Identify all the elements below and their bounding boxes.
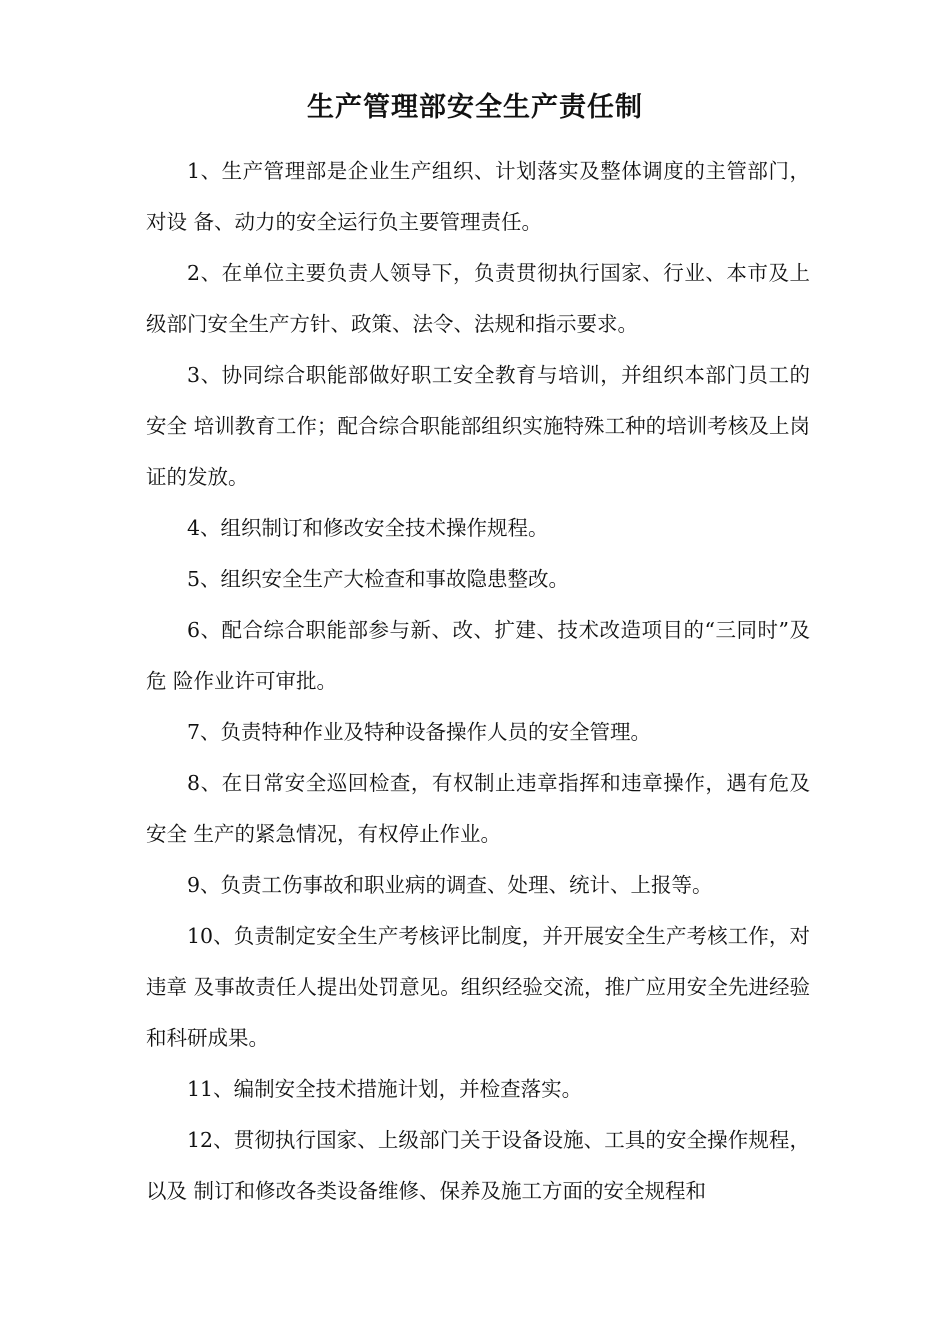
paragraph-3: 3、协同综合职能部做好职工安全教育与培训，并组织本部门员工的安全 培训教育工作；配合综合职能部组织实施特殊工种的培训考核及上岗证的发放。 <box>146 363 810 489</box>
paragraph-7: 7、负责特种作业及特种设备操作人员的安全管理。 <box>187 720 652 744</box>
paragraph-11: 11、编制安全技术措施计划，并检查落实。 <box>187 1077 583 1101</box>
paragraph-1: 1、生产管理部是企业生产组织、计划落实及整体调度的主管部门，对设 备、动力的安全运行负主要管理责任。 <box>146 159 810 234</box>
paragraph-6: 6、配合综合职能部参与新、改、扩建、技术改造项目的“三同时”及危 险作业许可审批。 <box>146 618 810 693</box>
paragraph-12: 12、贯彻执行国家、上级部门关于设备设施、工具的安全操作规程，以及 制订和修改各类设备维修、保养及施工方面的安全规程和 <box>146 1128 810 1203</box>
paragraph-5: 5、组织安全生产大检查和事故隐患整改。 <box>187 567 570 591</box>
paragraph-2: 2、在单位主要负责人领导下，负责贯彻执行国家、行业、本市及上级部门安全生产方针、政策、法令、法规和指示要求。 <box>146 261 810 336</box>
paragraph-9: 9、负责工伤事故和职业病的调查、处理、统计、上报等。 <box>187 873 713 897</box>
paragraph-10: 10、负责制定安全生产考核评比制度，并开展安全生产考核工作，对违章 及事故责任人提出处罚意见。组织经验交流，推广应用安全先进经验和科研成果。 <box>146 924 810 1050</box>
document-body <box>146 146 810 1217</box>
paragraph-8: 8、在日常安全巡回检查，有权制止违章指挥和违章操作，遇有危及安全 生产的紧急情况，有权停止作业。 <box>146 771 810 846</box>
paragraph-4: 4、组织制订和修改安全技术操作规程。 <box>187 516 549 540</box>
document-title: 生产管理部安全生产责任制 <box>307 92 643 123</box>
